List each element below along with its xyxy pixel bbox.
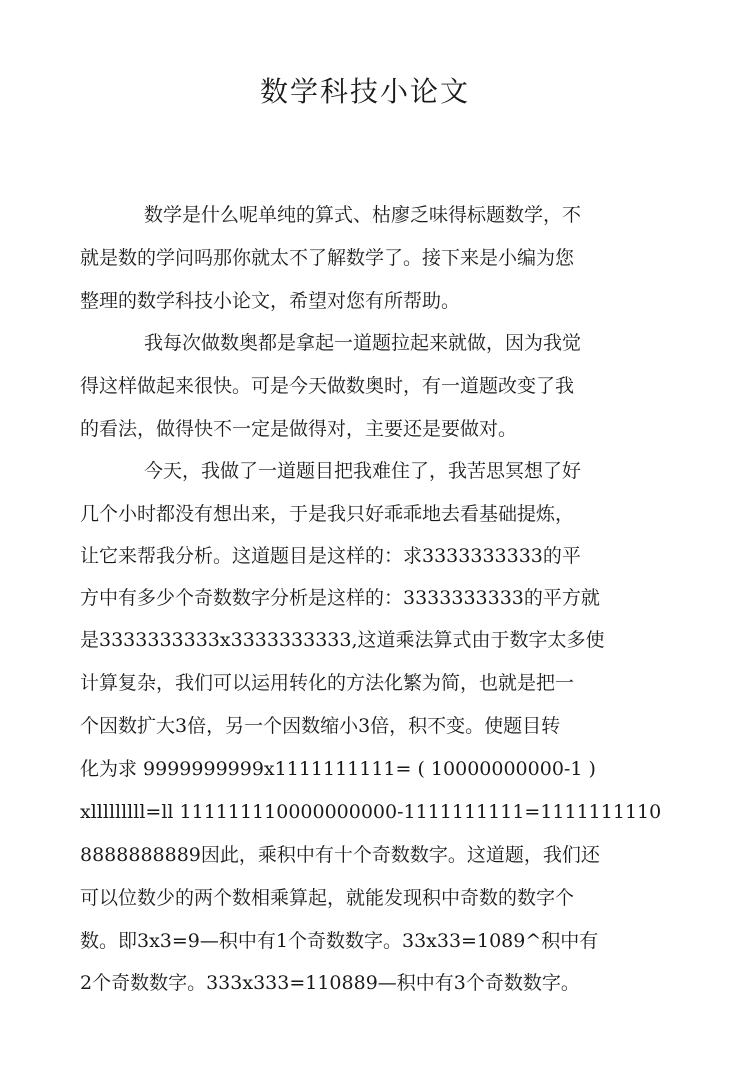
paragraph-3-line-13: 2个奇数数字。333x333=110889—积中有3个奇数数字。: [80, 972, 580, 994]
paragraph-3-line-5: 是3333333333x3333333333,这道乘法算式由于数字太多使: [80, 629, 605, 651]
paragraph-3-line-6: 计算复杂，我们可以运用转化的方法化繁为简，也就是把一: [80, 672, 575, 694]
paragraph-3-line-9: xlllllllll=ll 111111110000000000-1111111111=1111111110: [80, 801, 662, 823]
paragraph-2-line-3: 的看法，做得快不一定是做得对，主要还是要做对。: [80, 418, 518, 440]
paragraph-3-line-11: 可以位数少的两个数相乘算起，就能发现积中奇数的数字个: [80, 887, 575, 909]
paragraph-3-line-2: 几个小时都没有想出来，于是我只好乖乖地去看基础提炼，: [80, 503, 575, 525]
paragraph-3-line-3: 让它来帮我分析。这道题目是这样的：求3333333333的平: [80, 545, 581, 567]
paragraph-3-line-7: 个因数扩大3倍，另一个因数缩小3倍，积不变。使题目转: [80, 715, 561, 737]
paragraph-3-line-8: 化为求 9999999999x1111111111= ( 10000000000-1 ): [80, 758, 596, 780]
paragraph-2-line-1: 我每次做数奥都是拿起一道题拉起来就做，因为我觉: [144, 332, 582, 354]
paragraph-3-line-1: 今天，我做了一道题目把我难住了，我苦思冥想了好: [144, 460, 582, 482]
document-title: 数学科技小论文: [259, 75, 470, 108]
paragraph-1-line-1: 数学是什么呢单纯的算式、枯廖乏味得标题数学，不: [144, 204, 582, 226]
paragraph-1-line-3: 整理的数学科技小论文，希望对您有所帮助。: [80, 290, 461, 312]
paragraph-3-line-12: 数。即3x3=9—积中有1个奇数数字。33x33=1089^积中有: [80, 930, 599, 952]
paragraph-1-line-2: 就是数的学问吗那你就太不了解数学了。接下来是小编为您: [80, 247, 575, 269]
paragraph-3-line-10: 8888888889因此，乘积中有十个奇数数字。这道题，我们还: [80, 844, 600, 866]
paragraph-3-line-4: 方中有多少个奇数数字分析是这样的：3333333333的平方就: [80, 587, 600, 609]
paragraph-2-line-2: 得这样做起来很快。可是今天做数奥时，有一道题改变了我: [80, 375, 575, 397]
